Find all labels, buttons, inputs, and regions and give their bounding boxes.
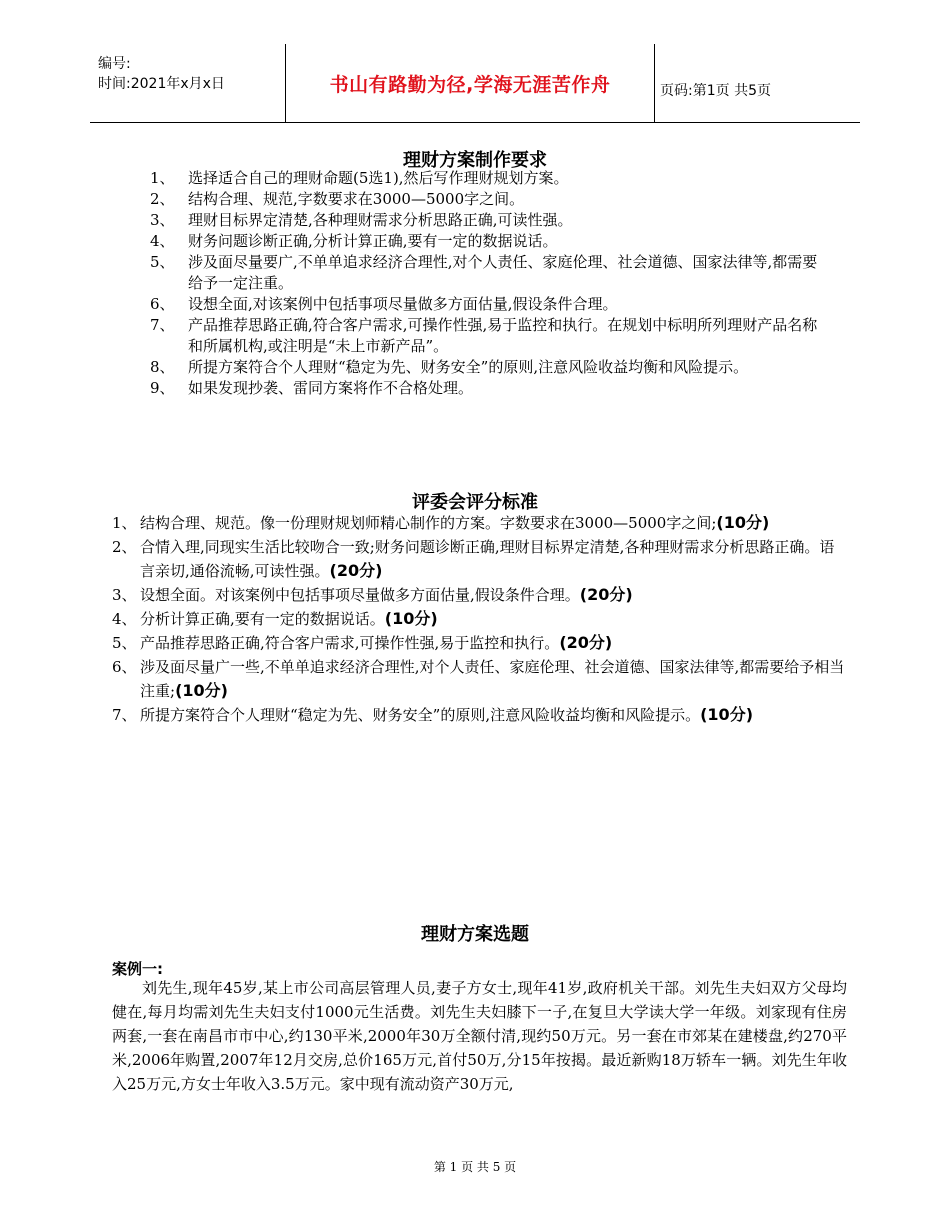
criteria-description: 所提方案符合个人理财“稳定为先、财务安全”的原则,注意风险收益均衡和风险提示。 (140, 706, 701, 724)
criteria-points: (10分) (716, 513, 770, 532)
criteria-text (140, 655, 847, 703)
page-label: 页码:第1页 共5页 (660, 83, 771, 99)
requirements-list (150, 168, 830, 399)
criteria-number: 3、 (112, 586, 137, 604)
page-footer: 第 1 页 共 5 页 (433, 1160, 517, 1174)
criteria-points: (10分) (175, 681, 228, 700)
requirement-number: 4、 (150, 232, 175, 250)
criteria-item (112, 511, 847, 535)
criteria-number: 2、 (112, 538, 137, 556)
criteria-number: 1、 (112, 514, 137, 532)
criteria-description: 涉及面尽量广一些,不单单追求经济合理性,对个人责任、家庭伦理、社会道德、国家法律等,都需要给予相当注重; (140, 658, 845, 700)
requirement-item (150, 294, 830, 315)
criteria-number: 7、 (112, 706, 137, 724)
requirement-text: 涉及面尽量要广,不单单追求经济合理性,对个人责任、家庭伦理、社会道德、国家法律等,都需要给予一定注重。 (188, 253, 818, 292)
criteria-description: 合情入理,同现实生活比较吻合一致;财务问题诊断正确,理财目标界定清楚,各种理财需求分析思路正确。语言亲切,通俗流畅,可读性强。 (140, 538, 835, 580)
criteria-number: 4、 (112, 610, 137, 628)
criteria-title: 评委会评分标准 (412, 492, 538, 513)
criteria-text (140, 607, 847, 631)
requirement-number: 6、 (150, 295, 175, 313)
criteria-description: 分析计算正确,要有一定的数据说话。 (140, 610, 385, 628)
criteria-text (140, 535, 847, 583)
code-label: 编号: (98, 56, 131, 72)
requirement-number: 7、 (150, 316, 175, 334)
criteria-item (112, 631, 847, 655)
criteria-text (140, 703, 847, 727)
criteria-description: 产品推荐思路正确,符合客户需求,可操作性强,易于监控和执行。 (140, 634, 560, 652)
requirement-number: 1、 (150, 169, 175, 187)
criteria-number: 6、 (112, 658, 137, 676)
criteria-text (140, 631, 847, 655)
case-body: 刘先生,现年45岁,某上市公司高层管理人员,妻子方女士,现年41岁,政府机关干部。刘先生夫妇双方父母均健在,每月均需刘先生夫妇支付1000元生活费。刘先生夫妇膝下一子,在复旦大学读大学一年级。刘家现有住房两套,一套在南昌市市中心,约130平米,2000年30万全额付清,现约50万元。另一套在市郊某在建楼盘,约270平米,2006年购置,2007年12月交房,总价165万元,首付50万,分15年按揭。最近新购18万轿车一辆。刘先生年收入25万元,方女士年收入3.5万元。家中现有流动资产30万元, (112, 979, 847, 1093)
requirement-item (150, 210, 830, 231)
requirement-text: 选择适合自己的理财命题(5选1),然后写作理财规划方案。 (188, 169, 569, 187)
requirement-item (150, 357, 830, 378)
requirement-number: 5、 (150, 253, 175, 271)
criteria-item (112, 655, 847, 703)
requirements-title: 理财方案制作要求 (403, 150, 547, 171)
requirement-text: 结构合理、规范,字数要求在3000—5000字之间。 (188, 190, 525, 208)
requirement-text: 理财目标界定清楚,各种理财需求分析思路正确,可读性强。 (188, 211, 573, 229)
requirement-item (150, 378, 830, 399)
header-left (98, 54, 225, 94)
criteria-number: 5、 (112, 634, 137, 652)
requirement-number: 2、 (150, 190, 175, 208)
criteria-item (112, 607, 847, 631)
requirement-text: 设想全面,对该案例中包括事项尽量做多方面估量,假设条件合理。 (188, 295, 618, 313)
criteria-item (112, 583, 847, 607)
requirement-number: 3、 (150, 211, 175, 229)
requirement-item (150, 252, 830, 294)
case-label: 案例一: (112, 960, 163, 978)
criteria-points: (10分) (700, 705, 754, 724)
requirement-item (150, 189, 830, 210)
time-label: 时间:2021年x月x日 (98, 76, 225, 92)
requirement-number: 9、 (150, 379, 175, 397)
motto: 书山有路勤为径,学海无涯苦作舟 (285, 44, 655, 122)
criteria-description: 设想全面。对该案例中包括事项尽量做多方面估量,假设条件合理。 (140, 586, 580, 604)
page-header (90, 44, 860, 123)
requirement-text: 如果发现抄袭、雷同方案将作不合格处理。 (188, 379, 474, 397)
criteria-points: (20分) (329, 561, 383, 580)
criteria-list (112, 511, 847, 727)
criteria-points: (20分) (579, 585, 633, 604)
requirement-number: 8、 (150, 358, 175, 376)
topics-title: 理财方案选题 (421, 924, 529, 945)
criteria-points: (10分) (384, 609, 438, 628)
requirement-text: 产品推荐思路正确,符合客户需求,可操作性强,易于监控和执行。在规划中标明所列理财产品名称和所属机构,或注明是“未上市新产品”。 (188, 316, 818, 355)
criteria-item (112, 535, 847, 583)
criteria-item (112, 703, 847, 727)
requirement-text: 财务问题诊断正确,分析计算正确,要有一定的数据说话。 (188, 232, 558, 250)
criteria-text (140, 511, 847, 535)
requirement-item (150, 231, 830, 252)
requirement-item (150, 315, 830, 357)
requirement-item (150, 168, 830, 189)
criteria-description: 结构合理、规范。像一份理财规划师精心制作的方案。字数要求在3000—5000字之间; (140, 514, 717, 532)
requirement-text: 所提方案符合个人理财“稳定为先、财务安全”的原则,注意风险收益均衡和风险提示。 (188, 358, 749, 376)
criteria-text (140, 583, 847, 607)
criteria-points: (20分) (559, 633, 613, 652)
